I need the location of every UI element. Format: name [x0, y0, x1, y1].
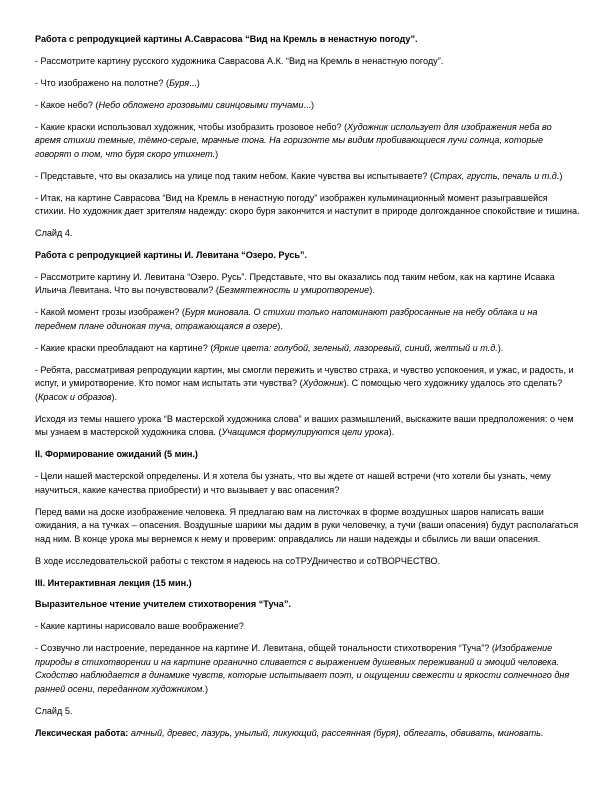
text-run: - Созвучно ли настроение, переданное на картине И. Левитана, общей тональности стихотворения “Туча”? ( — [35, 643, 495, 654]
paragraph — [35, 620, 580, 634]
paragraph — [35, 448, 580, 462]
text-run: ) — [215, 148, 219, 159]
text-run: ...) — [303, 99, 315, 110]
text-run: Слайд 4. — [35, 228, 73, 239]
paragraph — [35, 506, 580, 547]
paragraph — [35, 598, 580, 612]
paragraph — [35, 342, 580, 356]
text-run: ). — [497, 342, 504, 353]
italic-text: Художник — [302, 378, 344, 389]
paragraph — [35, 77, 580, 91]
text-run: - Какое небо? ( — [35, 99, 99, 110]
bold-text: Лексическая работа: — [35, 727, 131, 738]
bold-text: III. Интерактивная лекция (15 мин.) — [35, 577, 192, 588]
italic-text: Буря миновала. О стихии только напоминают разбросанные на небу облака и на переднем плане одинокая туча, отражающаяся в озере — [35, 307, 538, 331]
paragraph — [35, 99, 580, 113]
paragraph — [35, 727, 580, 741]
paragraph — [35, 364, 580, 405]
text-run: ). — [277, 320, 283, 331]
paragraph — [35, 413, 580, 440]
bold-text: Выразительное чтение учителем стихотворения “Туча”. — [35, 599, 291, 610]
italic-text: Страх, грусть, печаль и т.д. — [433, 170, 560, 181]
bold-text: II. Формирование ожиданий (5 мин.) — [35, 449, 198, 460]
text-run: - Ребята, рассматривая репродукции картин, мы смогли пережить и чувство страха, и чувство успокоения, и ужас, и радость, и испуг, и умиротворение. Кто помог нам испытать эти чувства? ( — [35, 364, 574, 389]
text-run: - Итак, на картине Саврасова “Вид на Кремль в ненастную погоду” изображен кульминационный момент разыгравшейся стихии. Но художник дает зрителям надежду: скоро буря закончится и наступит в природе долгожданное спокойствие и тишина. — [35, 192, 580, 217]
text-run: ). — [369, 285, 375, 296]
bold-text: Работа с репродукцией картины А.Саврасова “Вид на Кремль в ненастную погоду”. — [35, 34, 418, 44]
text-run: - Какие картины нарисовало ваше воображение? — [35, 621, 244, 632]
text-run: - Рассмотрите картину И. Левитана “Озеро. Русь”. Представьте, что вы оказались под таким небом, как на картине Исаака Ильича Левитана. Что вы почувствовали? ( — [35, 271, 555, 296]
text-run: - Цели нашей мастерской определены. И я хотела бы узнать, что вы ждете от нашей встречи (что хотели бы узнать, чему научиться, какие качества приобрести) и что вызывает у вас опасения? — [35, 471, 551, 495]
paragraph — [35, 271, 580, 298]
paragraph — [35, 555, 580, 569]
italic-text: Красок и образов — [38, 391, 112, 402]
text-run: ). — [388, 427, 395, 438]
text-run: Исходя из темы нашего урока “В мастерской художника слова” и ваших размышлений, выскажите ваши предположения: о чем мы узнаем в мастерской художника слова. ( — [35, 413, 574, 438]
paragraph — [35, 705, 580, 719]
text-run: ...) — [189, 77, 200, 88]
text-run: ). — [111, 391, 118, 402]
paragraph — [35, 227, 580, 241]
text-run: Перед вами на доске изображение человека. Я предлагаю вам на листочках в форме воздушных шаров написать ваши ожидания, а на тучках – опасения. Воздушные шарики мы дадим в руки человечку, а тучи (ваши опасения) будут располагаться над ним. В конце урока мы вернемся к нему и проверим: оправдались ли наши надежды и сбылись ли ваши опасения. — [35, 506, 579, 544]
paragraph — [35, 33, 580, 47]
paragraph — [35, 170, 580, 184]
paragraph — [35, 642, 580, 696]
italic-text: Художник использует для изображения неба во время стихии темные, тёмно-серые, мрачные тона. На горизонте мы видим пробивающиеся лучи солнца, которые говорят о том, что буря скоро утихнет. — [35, 121, 552, 159]
text-run: - Что изображено на полотне? ( — [35, 77, 170, 88]
italic-text: Яркие цвета: голубой, зеленый, лазоревый, синий, желтый и т.д. — [213, 342, 498, 353]
paragraph — [35, 192, 580, 219]
paragraph — [35, 121, 580, 162]
text-run: ) — [204, 684, 208, 695]
paragraph — [35, 249, 580, 263]
text-run: - Рассмотрите картину русского художника Саврасова А.К. “Вид на Кремль в ненастную погоду”. — [35, 55, 444, 66]
italic-text: алчный, древес, лазурь, унылый, ликующий, рассеянная (буря), облегать, обвивать, миновать. — [130, 727, 544, 738]
italic-text: Учащимся формулируются цели урока — [221, 427, 389, 438]
italic-text: Небо обложено грозовыми свинцовыми тучами — [98, 99, 304, 110]
text-run: - Какие краски использовал художник, чтобы изобразить грозовое небо? ( — [35, 121, 348, 132]
text-run: ). С помощью чего художнику удалось это сделать? ( — [35, 378, 563, 402]
document-page — [35, 33, 580, 749]
paragraph — [35, 577, 580, 591]
italic-text: Безмятежность и умиротворение — [218, 285, 370, 296]
text-run: - Какой момент грозы изображен? ( — [35, 307, 185, 318]
paragraph — [35, 55, 580, 69]
text-run: ) — [559, 170, 563, 181]
text-run: - Какие краски преобладают на картине? ( — [35, 342, 214, 353]
paragraph — [35, 470, 580, 497]
paragraph — [35, 306, 580, 333]
text-run: Слайд 5. — [35, 705, 73, 716]
text-run: - Представьте, что вы оказались на улице под таким небом. Какие чувства вы испытываете? ( — [35, 170, 434, 181]
italic-text: Изображение природы в стихотворении и на картине органично сливается с выражением душевных переживаний и эмоций человека. Сходство наблюдается в динамике чувств, которые испытывает поэт, и ощущении свежести и яркости солнечного дня ранней осени, переданном художником. — [35, 643, 570, 695]
italic-text: Буря — [169, 77, 190, 88]
text-run: В ходе исследовательской работы с текстом я надеюсь на соТРУДничество и соТВОРЧЕСТВО. — [35, 555, 441, 566]
bold-text: Работа с репродукцией картины И. Левитана “Озеро. Русь”. — [35, 249, 308, 260]
